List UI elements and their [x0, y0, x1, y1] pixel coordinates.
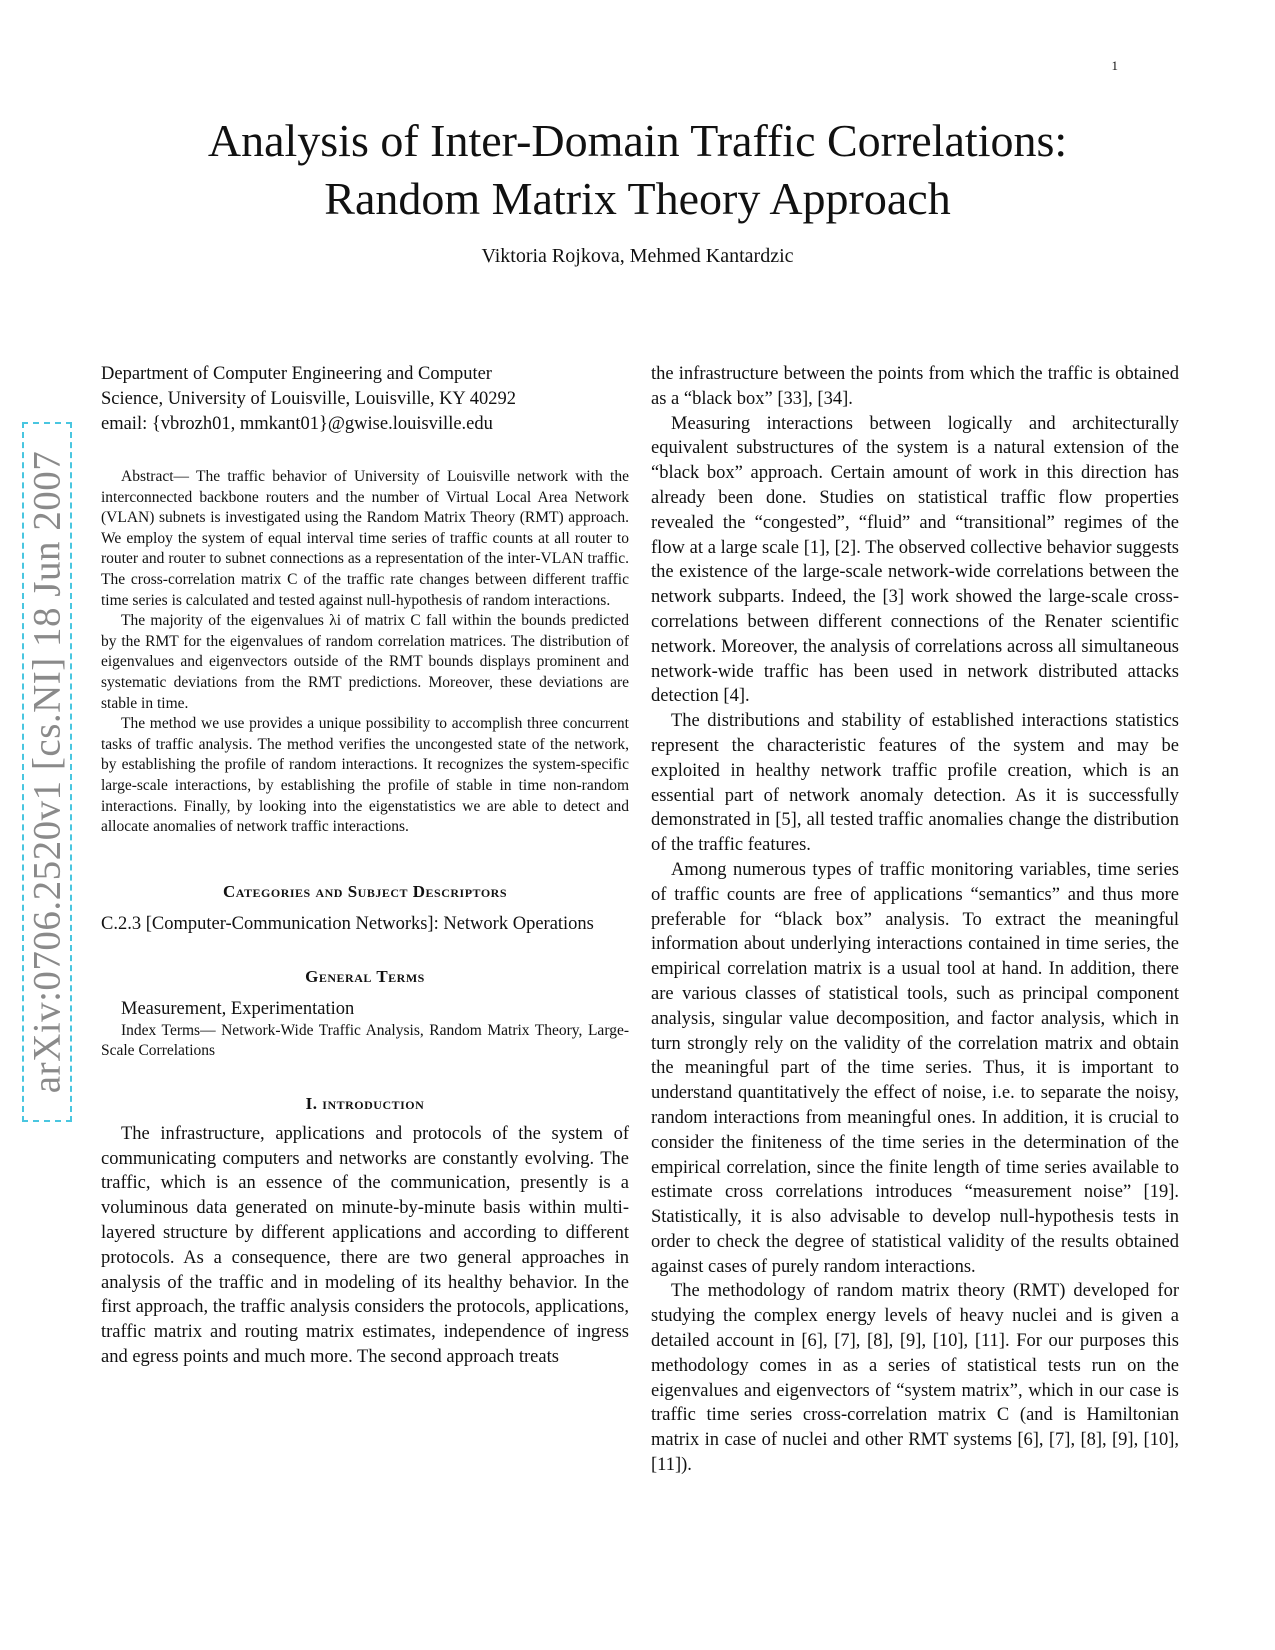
right-paragraph-1: the infrastructure between the points from which the traffic is obtained as a “black box” [33], [34]. [651, 364, 1179, 409]
abstract-paragraph-2: The majority of the eigenvalues λi of matrix C fall within the bounds predicted by the RMT for the eigenvalues of random correlation matrices. The distribution of eigenvalues and eigenvectors outside of the RMT bounds displays prominent and systematic deviations from the RMT predictions. Moreover, these deviations are stable in time. [101, 612, 629, 712]
authors: Viktoria Rojkova, Mehmed Kantardzic [481, 245, 794, 267]
abstract [101, 467, 629, 838]
right-paragraph-3: The distributions and stability of established interactions statistics represent the characteristic features of the system and may be exploited in healthy network traffic profile creation, which is an essential part of network anomaly detection. As it is successfully demonstrated in [5], all tested traffic anomalies change the distribution of the traffic features. [651, 711, 1179, 856]
title-line-1: Analysis of Inter-Domain Traffic Correlations: [207, 115, 1068, 166]
right-column-body [651, 362, 1179, 1478]
index-terms: Index Terms— Network-Wide Traffic Analysis, Random Matrix Theory, Large-Scale Correlations [101, 1021, 629, 1060]
affiliation-line-2: Science, University of Louisville, Louisville, KY 40292 [101, 389, 516, 409]
introduction-heading: I. introduction [305, 1093, 425, 1113]
left-column [101, 362, 629, 1370]
introduction-paragraph-1: The infrastructure, applications and protocols of the system of communicating computers and networks are constantly evolving. The traffic, which is an essence of the communication, presently is a voluminous data generated on minute-by-minute basis within multi-layered structure by different applications and according to different protocols. As a consequence, there are two general approaches in analysis of the traffic and in modeling of its healthy behavior. In the first approach, the traffic analysis considers the protocols, applications, traffic matrix and routing matrix estimates, independence of ingress and egress points and much more. The second approach treats [101, 1123, 629, 1368]
abstract-paragraph-1: Abstract— The traffic behavior of University of Louisville network with the interconnected backbone routers and the number of Virtual Local Area Network (VLAN) subnets is investigated using the Random Matrix Theory (RMT) approach. We employ the system of equal interval time series of traffic counts at all router to router and router to subnet connections as a representation of the inter-VLAN traffic. The cross-correlation matrix C of the traffic rate changes between different traffic time series is calculated and tested against null-hypothesis of random interactions. [101, 468, 629, 609]
introduction-body [101, 1122, 629, 1370]
general-terms-text: Measurement, Experimentation [121, 998, 355, 1019]
categories-text: C.2.3 [Computer-Communication Networks]: Network Operations [101, 913, 594, 934]
categories-heading: Categories and Subject Descriptors [222, 881, 508, 901]
affiliation-line-1: Department of Computer Engineering and Computer [101, 364, 492, 384]
title-line-2: Random Matrix Theory Approach [324, 173, 951, 224]
right-paragraph-4: Among numerous types of traffic monitoring variables, time series of traffic counts are free of applications “semantics” and thus more preferable for “black box” analysis. To extract the meaningful information about underlying interactions contained in time series, the empirical correlation matrix is a usual tool at hand. In addition, there are various classes of statistical tools, such as principal component analysis, singular value decomposition, and factor analysis, which in turn strongly rely on the validity of the correlation matrix and obtain the meaningful part of the time series. Thus, it is important to understand quantitatively the effect of noise, i.e. to separate the noisy, random interactions from meaningful ones. In addition, it is crucial to consider the finiteness of the time series in the determination of the empirical correlation, since the finite length of time series available to estimate cross correlations introduces “measurement noise” [19]. Statistically, it is also advisable to develop null-hypothesis tests in order to check the degree of statistical validity of the results obtained against cases of purely random interactions. [651, 859, 1179, 1277]
right-column [651, 362, 1179, 1478]
arxiv-id: arXiv:0706.2520v1 [cs.NI] 18 Jun 2007 [25, 450, 69, 1094]
arxiv-stamp [22, 422, 72, 1122]
page-number: 1 [1111, 58, 1118, 73]
affiliation [101, 362, 629, 437]
general-terms-heading: General Terms [305, 966, 425, 986]
affiliation-email: email: {vbrozh01, mmkant01}@gwise.louisville.edu [101, 414, 493, 434]
right-paragraph-2: Measuring interactions between logically and architecturally equivalent substructures of the system is a natural extension of the “black box” approach. Certain amount of work in this direction has already been done. Studies on statistical traffic flow properties revealed the “congested”, “fluid” and “transitional” regimes of the flow at a large scale [1], [2]. The observed collective behavior suggests the existence of the large-scale network-wide correlations between the network subparts. Indeed, the [3] work showed the large-scale cross-correlations between different connections of the Renater scientific network. Moreover, the analysis of correlations across all simultaneous network-wide traffic has been used in network distributed attacks detection [4]. [651, 413, 1179, 707]
paper-title [0, 112, 1275, 228]
right-paragraph-5: The methodology of random matrix theory (RMT) developed for studying the complex energy levels of heavy nuclei and is given a detailed account in [6], [7], [8], [9], [10], [11]. For our purposes this methodology comes in as a series of statistical tests run on the eigenvalues and eigenvectors of “system matrix”, which in our case is traffic time series cross-correlation matrix C (and is Hamiltonian matrix in case of nuclei and other RMT systems [6], [7], [8], [9], [10], [11]). [651, 1281, 1179, 1476]
abstract-paragraph-3: The method we use provides a unique possibility to accomplish three concurrent tasks of traffic analysis. The method verifies the uncongested state of the network, by establishing the profile of random interactions. It recognizes the system-specific large-scale interactions, by establishing the profile of stable in time non-random interactions. Finally, by looking into the eigenstatistics we are able to detect and allocate anomalies of network traffic interactions. [101, 715, 629, 836]
